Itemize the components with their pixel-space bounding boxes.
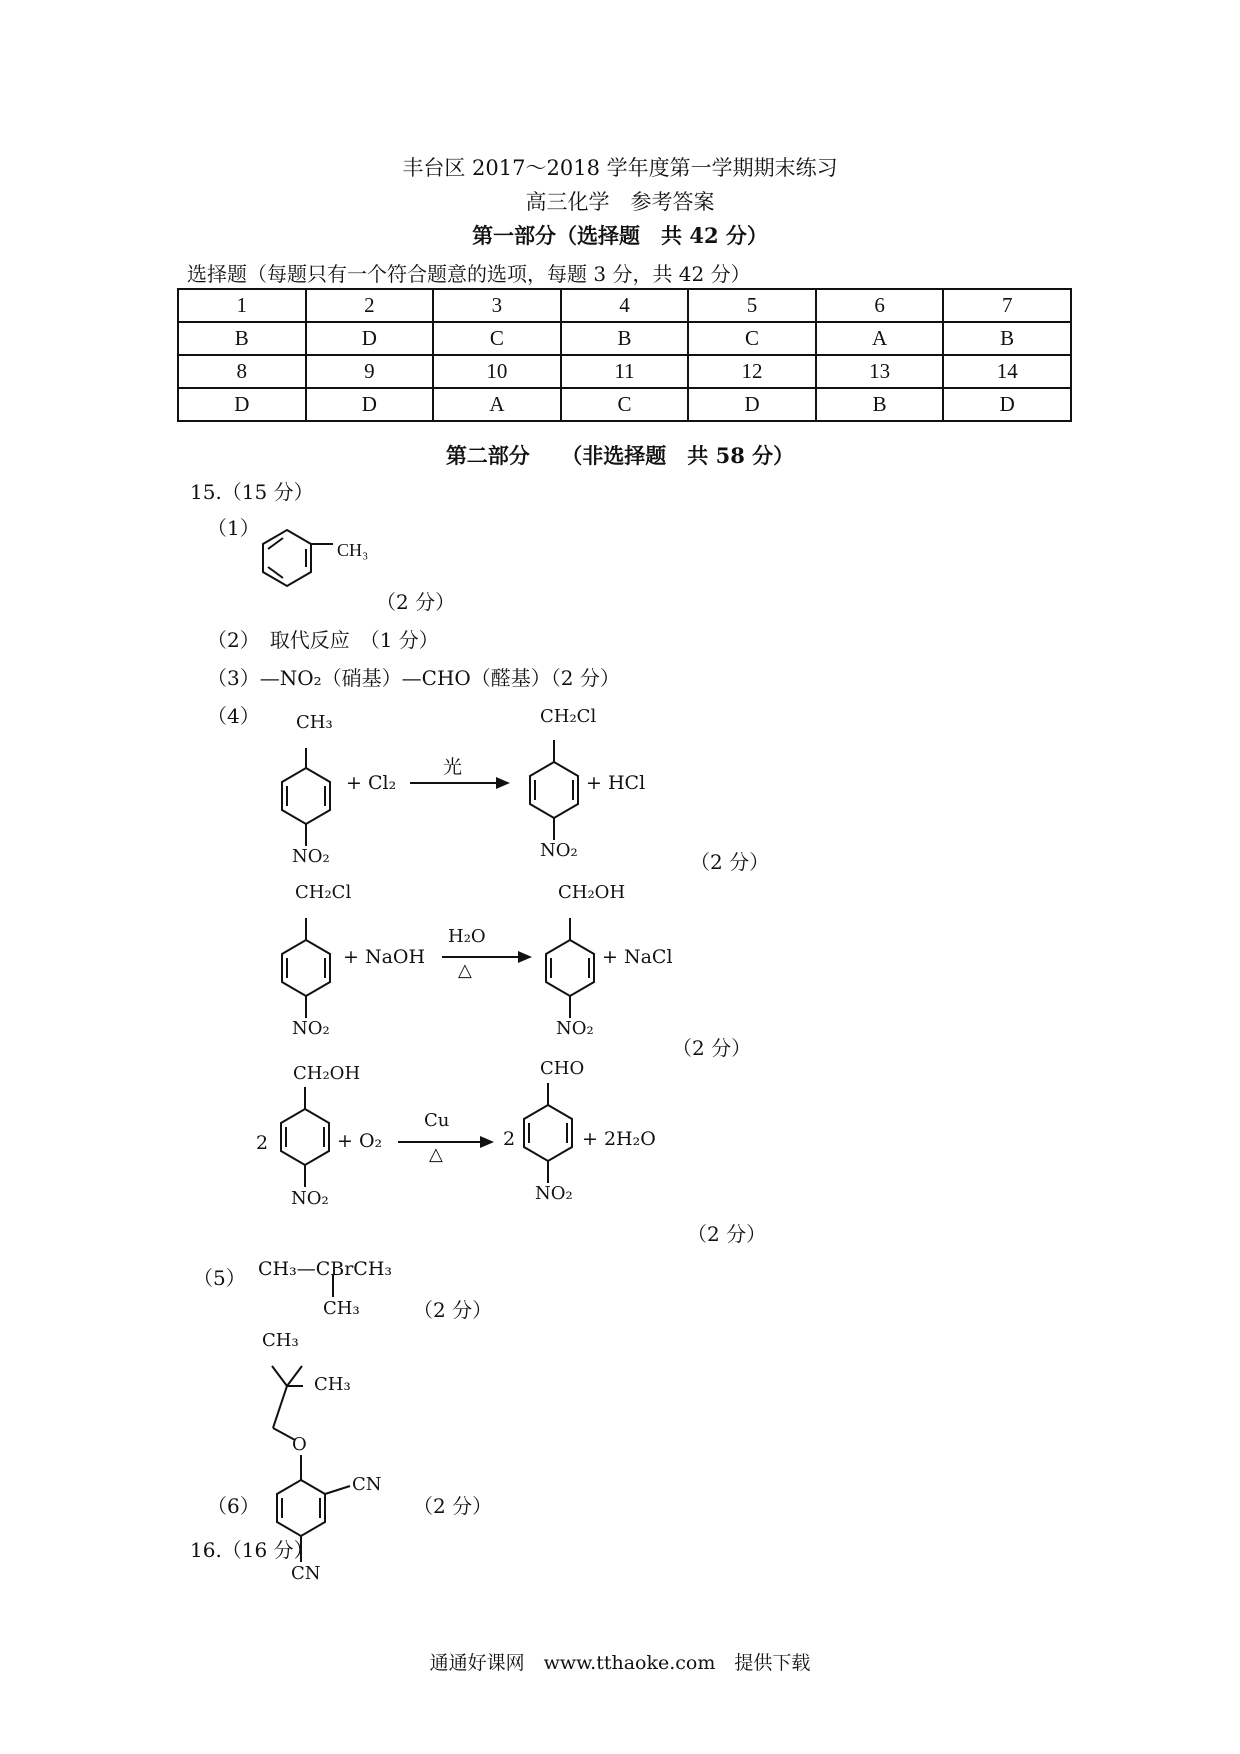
- table-cell: B: [178, 322, 306, 355]
- ring-r1-right: [530, 740, 578, 840]
- r1-top-left: CH₃: [296, 712, 333, 733]
- q15-s2: （2） 取代反应 （1 分）: [207, 628, 439, 652]
- r1-reagent: + Cl₂: [346, 772, 397, 794]
- table-cell: D: [178, 388, 306, 421]
- r2-bottom-left: NO₂: [292, 1018, 330, 1039]
- r2-reagent: + NaOH: [343, 946, 426, 968]
- r2-condition-bottom: △: [458, 960, 472, 981]
- r2-top-right: CH₂OH: [558, 882, 626, 903]
- r3-score: （2 分）: [687, 1222, 767, 1246]
- part2-heading: 第二部分 （非选择题 共 58 分）: [445, 443, 795, 468]
- ring-r2-right: [546, 918, 594, 1018]
- s6-oxygen: O: [292, 1434, 307, 1455]
- table-cell: B: [816, 388, 944, 421]
- table-cell: A: [816, 322, 944, 355]
- arrowhead-3: [480, 1136, 494, 1148]
- q15-s3: （3）—NO₂（硝基）—CHO（醛基）（2 分）: [207, 666, 620, 690]
- r3-coef-left: 2: [256, 1132, 269, 1154]
- r3-coef-right: 2: [503, 1128, 516, 1150]
- s1-score: （2 分）: [376, 590, 456, 614]
- table-cell: 13: [816, 355, 944, 388]
- q15-s5-label: （5）: [193, 1266, 246, 1290]
- document-title: 丰台区 2017～2018 学年度第一学期期末练习: [402, 156, 838, 180]
- r2-score: （2 分）: [672, 1036, 752, 1060]
- r1-score: （2 分）: [690, 850, 770, 874]
- s5-formula: CH₃—CBrCH₃: [258, 1258, 393, 1280]
- table-cell: D: [306, 388, 434, 421]
- r3-top-left: CH₂OH: [293, 1063, 361, 1084]
- r3-bottom-right: NO₂: [535, 1183, 573, 1204]
- r1-bottom-right: NO₂: [540, 840, 578, 861]
- r2-bottom-right: NO₂: [556, 1018, 594, 1039]
- table-cell: 4: [561, 289, 689, 322]
- part1-heading: 第一部分（选择题 共 42 分）: [472, 223, 768, 248]
- r1-bottom-left: NO₂: [292, 846, 330, 867]
- table-cell: C: [433, 322, 561, 355]
- table-cell: D: [306, 322, 434, 355]
- s5-branch: CH₃: [323, 1298, 360, 1319]
- q15-s4-label: （4）: [207, 704, 260, 728]
- table-cell: A: [433, 388, 561, 421]
- mc-intro: 选择题（每题只有一个符合题意的选项，每题 3 分，共 42 分）: [187, 262, 751, 286]
- table-cell: 5: [688, 289, 816, 322]
- ring-r3-right: [524, 1083, 572, 1183]
- r2-product2: + NaCl: [602, 946, 673, 968]
- table-cell: C: [688, 322, 816, 355]
- r3-condition-bottom: △: [429, 1144, 443, 1165]
- table-cell: 6: [816, 289, 944, 322]
- footer: 通通好课网 www.tthaoke.com 提供下载: [429, 1652, 811, 1674]
- s1-ch3: CH₃: [337, 540, 369, 560]
- document-subtitle: 高三化学 参考答案: [525, 190, 715, 214]
- r1-product2: + HCl: [586, 772, 646, 794]
- table-cell: 2: [306, 289, 434, 322]
- ring-r2-left: [282, 918, 330, 1018]
- table-cell: C: [561, 388, 689, 421]
- table-cell: 3: [433, 289, 561, 322]
- arrowhead-1: [496, 777, 510, 789]
- r3-top-right: CHO: [540, 1058, 585, 1079]
- table-cell: 9: [306, 355, 434, 388]
- s6-ch3-top: CH₃: [262, 1330, 299, 1351]
- table-cell: D: [943, 388, 1071, 421]
- q15-heading: 15.（15 分）: [190, 480, 314, 504]
- s6-ch3-right: CH₃: [314, 1374, 351, 1395]
- s6-cn-bottom: CN: [291, 1563, 321, 1584]
- arrowhead-2: [518, 951, 532, 963]
- r2-top-left: CH₂Cl: [295, 882, 352, 903]
- q16-heading: 16.（16 分）: [190, 1538, 314, 1562]
- table-cell: 8: [178, 355, 306, 388]
- table-cell: B: [943, 322, 1071, 355]
- table-cell: B: [561, 322, 689, 355]
- ring-r3-left: [281, 1087, 329, 1187]
- q15-s1-label: （1）: [207, 516, 260, 540]
- r3-product2: + 2H₂O: [582, 1128, 656, 1150]
- table-cell: 11: [561, 355, 689, 388]
- table-cell: 7: [943, 289, 1071, 322]
- benzene-ring-toluene: [263, 530, 333, 586]
- ring-r1-left: [282, 748, 330, 846]
- table-cell: 12: [688, 355, 816, 388]
- s5-score: （2 分）: [413, 1298, 493, 1322]
- s6-score: （2 分）: [413, 1494, 493, 1518]
- r3-bottom-left: NO₂: [291, 1188, 329, 1209]
- table-cell: 1: [178, 289, 306, 322]
- s6-skeleton: [272, 1366, 350, 1562]
- r1-condition: 光: [443, 756, 463, 778]
- s6-cn-right: CN: [352, 1474, 382, 1495]
- r3-condition-top: Cu: [424, 1110, 450, 1131]
- r2-condition-top: H₂O: [448, 926, 486, 947]
- table-cell: 14: [943, 355, 1071, 388]
- table-cell: 10: [433, 355, 561, 388]
- r3-reagent: + O₂: [337, 1130, 383, 1152]
- q15-s6-label: （6）: [207, 1494, 260, 1518]
- r1-top-right: CH₂Cl: [540, 706, 597, 727]
- table-cell: D: [688, 388, 816, 421]
